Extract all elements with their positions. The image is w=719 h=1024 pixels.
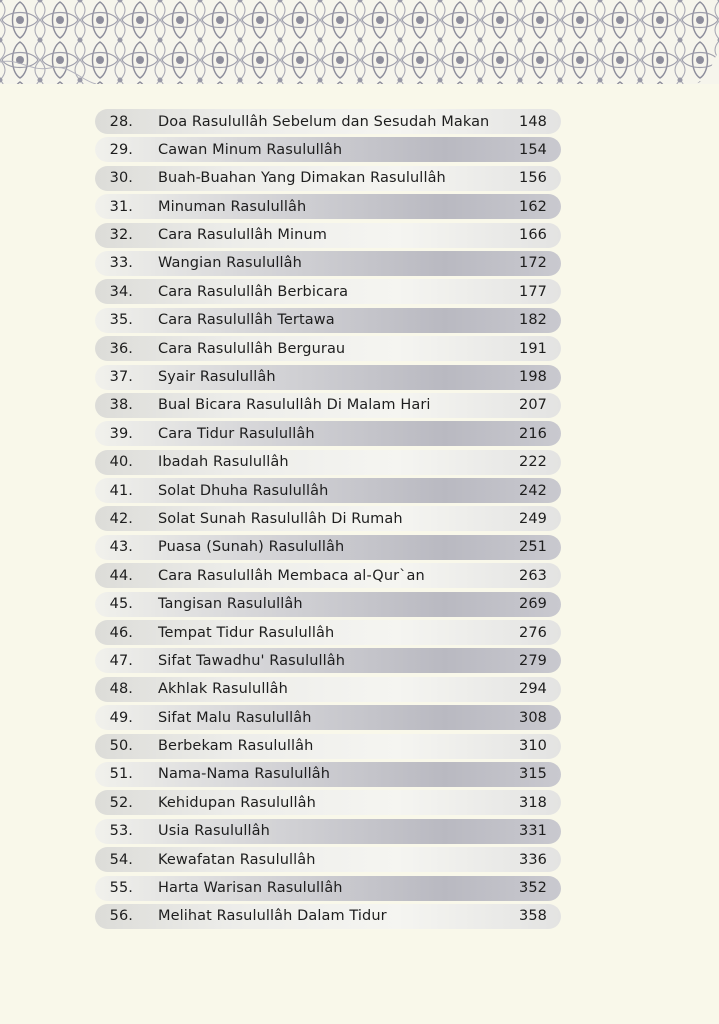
chapter-title: Berbekam Rasulullâh [158,738,314,755]
table-of-contents [95,109,561,932]
chapter-number: 51. [109,766,133,783]
toc-row [95,336,561,361]
page-number: 177 [519,283,547,300]
chapter-title: Usia Rasulullâh [158,823,270,840]
chapter-number: 46. [109,624,133,641]
chapter-number: 48. [109,681,133,698]
chapter-title: Syair Rasulullâh [158,369,276,386]
chapter-title: Ibadah Rasulullâh [158,454,289,471]
toc-row [95,166,561,191]
chapter-title: Sifat Tawadhu' Rasulullâh [158,652,346,669]
toc-row [95,876,561,901]
chapter-title: Doa Rasulullâh Sebelum dan Sesudah Makan [158,113,490,130]
page-number: 191 [519,340,547,357]
chapter-title: Harta Warisan Rasulullâh [158,880,343,897]
page-number: 156 [519,170,547,187]
chapter-number: 41. [109,482,133,499]
chapter-number: 54. [109,851,133,868]
page-number: 276 [519,624,547,641]
chapter-number: 55. [109,880,133,897]
chapter-number: 43. [109,539,133,556]
page-number: 148 [519,113,547,130]
chapter-number: 28. [109,113,133,130]
chapter-title: Puasa (Sunah) Rasulullâh [158,539,345,556]
chapter-number: 36. [109,340,133,357]
chapter-number: 45. [109,596,133,613]
toc-row [95,620,561,645]
toc-row [95,677,561,702]
toc-row [95,847,561,872]
page-number: 263 [519,567,547,584]
chapter-title: Sifat Malu Rasulullâh [158,709,312,726]
toc-row [95,478,561,503]
chapter-number: 42. [109,510,133,527]
toc-row [95,194,561,219]
page-number: 242 [519,482,547,499]
chapter-title: Buah-Buahan Yang Dimakan Rasulullâh [158,170,446,187]
chapter-title: Cara Rasulullâh Tertawa [158,312,335,329]
chapter-title: Solat Dhuha Rasulullâh [158,482,329,499]
toc-row [95,819,561,844]
header-ornament-band [0,0,719,84]
chapter-number: 37. [109,369,133,386]
arabesque-ornament-icon [0,0,719,84]
chapter-title: Cara Rasulullâh Berbicara [158,283,349,300]
chapter-number: 32. [109,227,133,244]
chapter-number: 38. [109,397,133,414]
chapter-title: Kehidupan Rasulullâh [158,794,316,811]
toc-row [95,251,561,276]
toc-row [95,535,561,560]
page-number: 251 [519,539,547,556]
page-number: 154 [519,141,547,158]
page-number: 172 [519,255,547,272]
page-number: 308 [519,709,547,726]
page-number: 279 [519,652,547,669]
toc-row [95,109,561,134]
toc-row [95,762,561,787]
page-number: 162 [519,198,547,215]
chapter-title: Solat Sunah Rasulullâh Di Rumah [158,510,403,527]
page-number: 352 [519,880,547,897]
toc-row [95,223,561,248]
toc-row [95,450,561,475]
toc-row [95,904,561,929]
chapter-number: 52. [109,794,133,811]
chapter-title: Nama-Nama Rasulullâh [158,766,331,783]
chapter-title: Akhlak Rasulullâh [158,681,288,698]
page-number: 222 [519,454,547,471]
page-number: 269 [519,596,547,613]
page-number: 198 [519,369,547,386]
page-number: 358 [519,908,547,925]
toc-row [95,365,561,390]
chapter-title: Minuman Rasulullâh [158,198,307,215]
chapter-number: 50. [109,738,133,755]
chapter-number: 29. [109,141,133,158]
chapter-number: 34. [109,283,133,300]
toc-row [95,308,561,333]
chapter-title: Melihat Rasulullâh Dalam Tidur [158,908,387,925]
page-number: 207 [519,397,547,414]
chapter-number: 44. [109,567,133,584]
toc-row [95,563,561,588]
page-number: 216 [519,425,547,442]
chapter-title: Tempat Tidur Rasulullâh [158,624,335,641]
chapter-number: 33. [109,255,133,272]
chapter-number: 31. [109,198,133,215]
toc-row [95,592,561,617]
page-number: 331 [519,823,547,840]
chapter-number: 47. [109,652,133,669]
chapter-number: 39. [109,425,133,442]
chapter-title: Cawan Minum Rasulullâh [158,141,343,158]
toc-row [95,790,561,815]
toc-row [95,734,561,759]
page-number: 166 [519,227,547,244]
chapter-title: Cara Rasulullâh Membaca al-Qur`an [158,567,425,584]
toc-row [95,705,561,730]
toc-row [95,137,561,162]
chapter-number: 53. [109,823,133,840]
chapter-title: Wangian Rasulullâh [158,255,302,272]
toc-row [95,393,561,418]
page-number: 336 [519,851,547,868]
chapter-number: 40. [109,454,133,471]
page-number: 315 [519,766,547,783]
chapter-number: 49. [109,709,133,726]
page-number: 249 [519,510,547,527]
page-number: 310 [519,738,547,755]
toc-row [95,648,561,673]
chapter-title: Cara Tidur Rasulullâh [158,425,315,442]
chapter-title: Bual Bicara Rasulullâh Di Malam Hari [158,397,431,414]
chapter-title: Tangisan Rasulullâh [158,596,303,613]
chapter-title: Cara Rasulullâh Bergurau [158,340,346,357]
page-number: 318 [519,794,547,811]
chapter-number: 35. [109,312,133,329]
chapter-number: 56. [109,908,133,925]
chapter-title: Cara Rasulullâh Minum [158,227,327,244]
toc-row [95,506,561,531]
chapter-number: 30. [109,170,133,187]
chapter-title: Kewafatan Rasulullâh [158,851,316,868]
page-number: 294 [519,681,547,698]
page-number: 182 [519,312,547,329]
toc-row [95,421,561,446]
toc-row [95,279,561,304]
